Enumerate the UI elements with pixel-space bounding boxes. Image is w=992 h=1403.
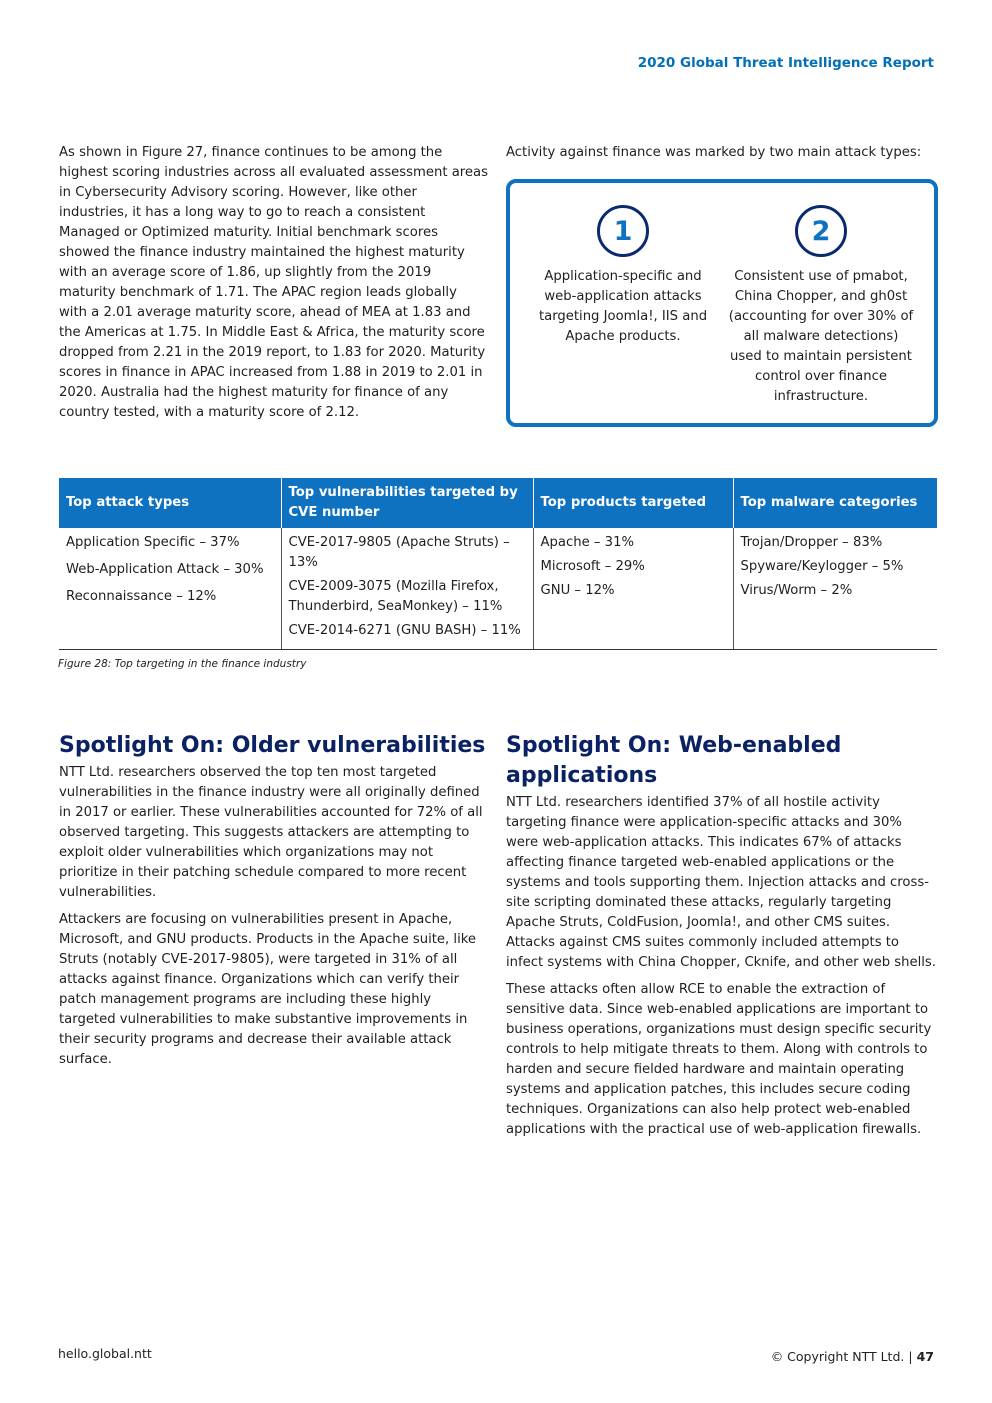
footer-copyright [771, 1349, 934, 1364]
list-item: GNU – 12% [540, 583, 615, 598]
spotlight-left-title: Spotlight On: Older vulnerabilities [59, 733, 486, 758]
spotlight-web-enabled-applications [506, 731, 938, 1147]
list-item: CVE-2009-3075 (Mozilla Firefox, Thunderbird, SeaMonkey) – 11% [288, 579, 503, 614]
figure-caption: Figure 28: Top targeting in the finance industry [58, 658, 307, 670]
attack-types-cell [59, 528, 281, 650]
list-item: Microsoft – 29% [540, 559, 645, 574]
attack-type-1-text: Application-specific and web-application attacks targeting Joomla!, IIS and Apache products. [538, 269, 708, 344]
activity-lead: Activity against finance was marked by two main attack types: [506, 145, 922, 160]
list-item: CVE-2014-6271 (GNU BASH) – 11% [288, 623, 521, 638]
list-item: Reconnaissance – 12% [66, 589, 217, 604]
spotlight-left-paragraph-2: Attackers are focusing on vulnerabilities present in Apache, Microsoft, and GNU products. Products in the Apache suite, like Struts (notably CVE-2017-9805), were targeted in 31% of all attacks against finance. Organizations which can verify their patch management programs are including these highly targeted vulnerabilities to make substantive improvements in their security programs and decrease their available attack surface. [59, 912, 477, 1067]
spotlight-right-title: Spotlight On: Web-enabled applications [506, 733, 842, 788]
header-malware: Top malware categories [733, 478, 937, 528]
attack-type-2-text: Consistent use of pmabot, China Chopper, and gh0st (accounting for over 30% of all malware detections) used to maintain persistent control over finance infrastructure. [728, 269, 914, 404]
header-vulnerabilities: Top vulnerabilities targeted by CVE number [281, 478, 533, 528]
intro-section [59, 143, 489, 430]
report-title-header: 2020 Global Threat Intelligence Report [637, 55, 934, 71]
spotlight-right-paragraph-2: These attacks often allow RCE to enable the extraction of sensitive data. Since web-enabled applications are important to business operations, organizations must design specific security controls to help mitigate threats to them. Along with controls to harden and secure fielded hardware and maintain operating systems and application patches, this includes secure coding techniques. Organizations can also help protect web-enabled applications with the practical use of web-application firewalls. [506, 982, 932, 1137]
header-attack-types: Top attack types [59, 478, 281, 528]
list-item: Spyware/Keylogger – 5% [740, 559, 904, 574]
list-item: Application Specific – 37% [66, 535, 240, 550]
table-row [59, 528, 937, 650]
list-item: Trojan/Dropper – 83% [740, 535, 883, 550]
attack-type-1 [528, 205, 718, 347]
list-item: Web-Application Attack – 30% [66, 562, 264, 577]
list-item: Virus/Worm – 2% [740, 583, 853, 598]
activity-section [506, 143, 938, 170]
list-item: Apache – 31% [540, 535, 634, 550]
malware-cell [733, 528, 937, 650]
page-number: 47 [916, 1349, 934, 1364]
spotlight-right-paragraph-1: NTT Ltd. researchers identified 37% of all hostile activity targeting finance were application-specific attacks and 30% were web-application attacks. This indicates 67% of attacks affecting finance targeted web-enabled applications or the systems and tools supporting them. Injection attacks and cross-site scripting dominated these attacks, regularly targeting Apache Struts, ColdFusion, Joomla!, and other CMS suites. Attacks against CMS suites commonly included attempts to infect systems with China Chopper, Cknife, and other web shells. [506, 795, 936, 970]
header-products: Top products targeted [533, 478, 733, 528]
attack-types-box [506, 179, 938, 427]
footer-website: hello.global.ntt [58, 1346, 152, 1361]
attack-type-2 [726, 205, 916, 407]
products-cell [533, 528, 733, 650]
table-header-row [59, 478, 937, 528]
copyright-text: © Copyright NTT Ltd. [770, 1349, 905, 1364]
number-2-badge: 2 [795, 205, 847, 257]
finance-targeting-table [59, 478, 937, 650]
spotlight-left-paragraph-1: NTT Ltd. researchers observed the top ten most targeted vulnerabilities in the finance industry were all originally defined in 2017 or earlier. These vulnerabilities accounted for 72% of all observed targeting. This suggests attackers are attempting to exploit older vulnerabilities which organizations may not prioritize in their patching schedule compared to more recent vulnerabilities. [59, 765, 483, 900]
spotlight-older-vulnerabilities [59, 731, 489, 1077]
list-item: CVE-2017-9805 (Apache Struts) – 13% [288, 535, 510, 570]
footer-separator: | [908, 1349, 913, 1364]
number-1-badge: 1 [597, 205, 649, 257]
intro-paragraph: As shown in Figure 27, finance continues to be among the highest scoring industries across all evaluated assessment areas in Cybersecurity Advisory scoring. However, like other industries, it has a long way to go to reach a consistent Managed or Optimized maturity. Initial benchmark scores showed the finance industry maintained the highest maturity with an average score of 1.86, up slightly from the 2019 maturity benchmark of 1.71. The APAC region leads globally with a 2.01 average maturity score, ahead of MEA at 1.83 and the Americas at 1.75. In Middle East & Africa, the maturity score dropped from 2.21 in the 2019 report, to 1.83 for 2020. Maturity scores in finance in APAC increased from 1.88 in 2019 to 2.01 in 2020. Australia had the highest maturity for finance of any country tested, with a maturity score of 2.12. [59, 145, 488, 420]
vulnerabilities-cell [281, 528, 533, 650]
